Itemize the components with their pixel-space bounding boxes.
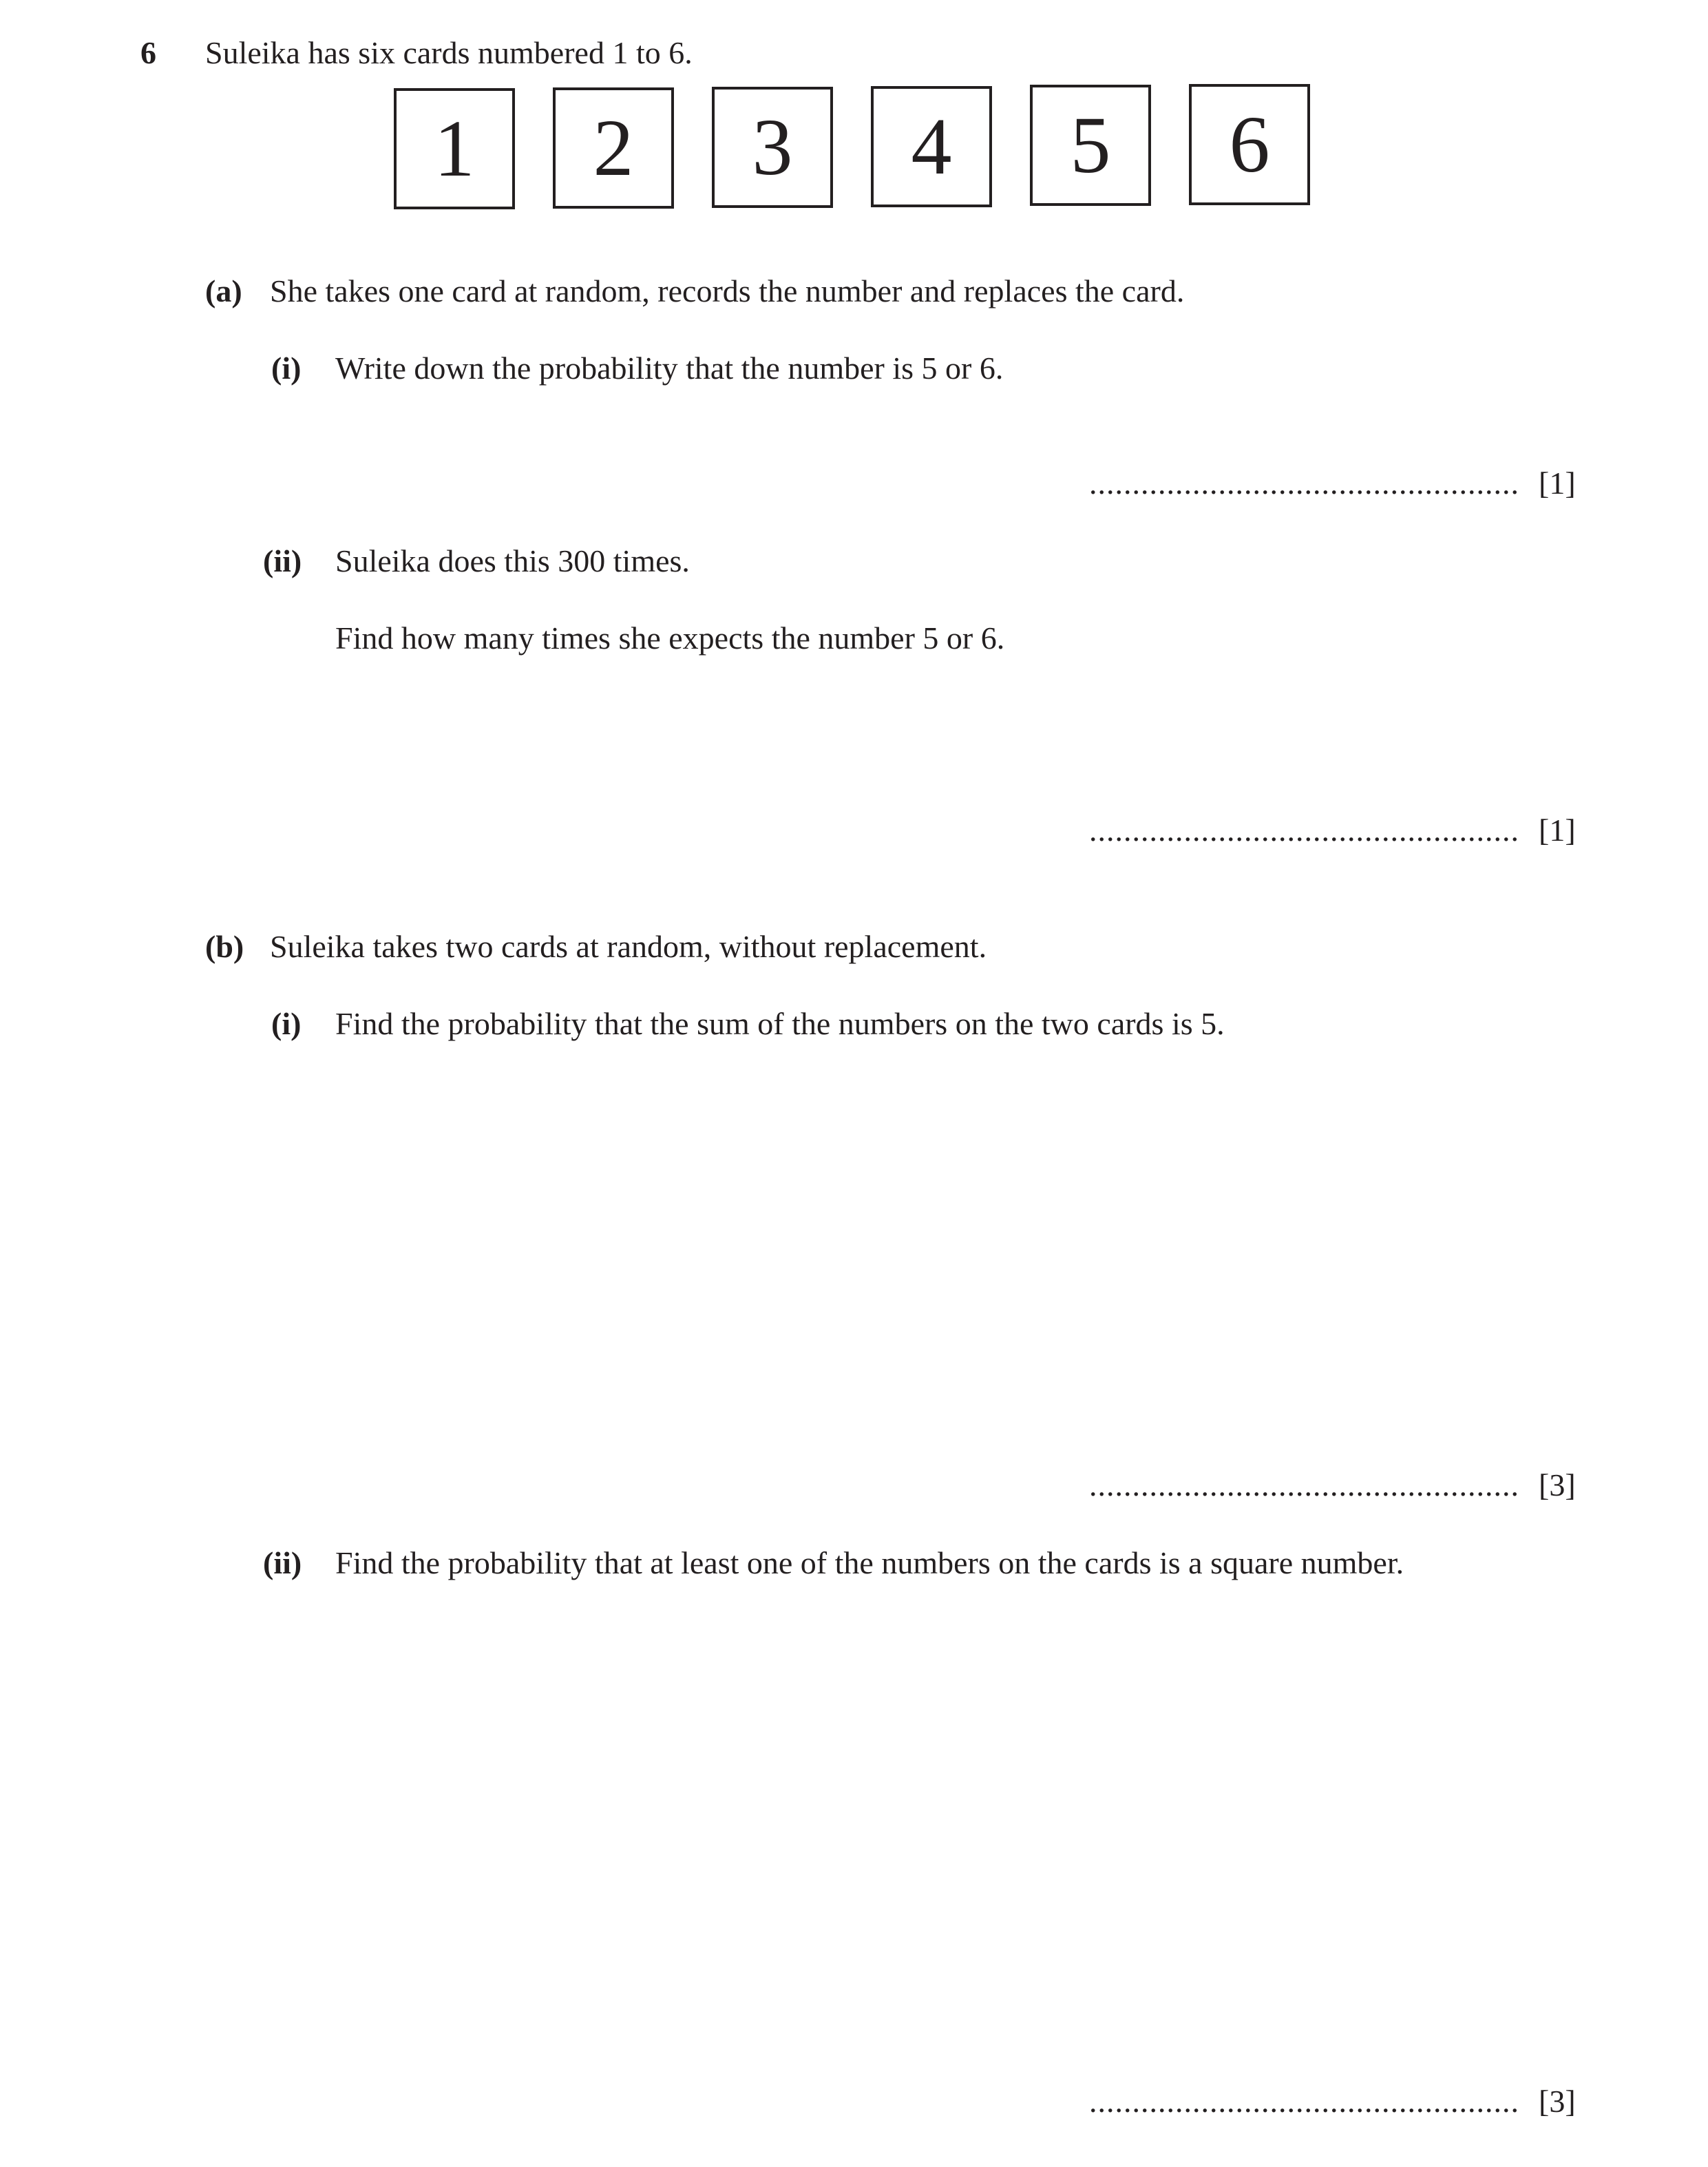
answer-dots: ..................................................	[1089, 1467, 1519, 1503]
part-a-i-text: Write down the probability that the number is 5 or 6.	[335, 350, 1004, 386]
marks-label: [1]	[1539, 465, 1576, 501]
part-a-ii-label: (ii)	[263, 543, 302, 578]
answer-dots: ..................................................	[1089, 465, 1519, 501]
answer-dots: ..................................................	[1089, 2084, 1519, 2119]
card-2: 2	[553, 87, 674, 209]
part-a-i-label: (i)	[271, 350, 302, 386]
part-b-ii-text: Find the probability that at least one of the numbers on the cards is a square number.	[335, 1545, 1404, 1580]
marks-label: [3]	[1539, 1467, 1576, 1503]
part-a-ii-text-2: Find how many times she expects the number 5 or 6.	[335, 620, 1005, 656]
marks-label: [1]	[1539, 813, 1576, 848]
card-1: 1	[394, 88, 515, 209]
question-intro: Suleika has six cards numbered 1 to 6.	[205, 35, 693, 70]
part-b-ii-answer-line	[1089, 2086, 1576, 2117]
part-b-text: Suleika takes two cards at random, without replacement.	[270, 929, 987, 964]
part-b-i-answer-line	[1089, 1469, 1576, 1501]
part-a-text: She takes one card at random, records the number and replaces the card.	[270, 273, 1185, 308]
answer-dots: ..................................................	[1089, 813, 1519, 848]
part-a-ii-text-1: Suleika does this 300 times.	[335, 543, 690, 578]
card-6: 6	[1189, 84, 1310, 205]
part-a-label: (a)	[205, 273, 242, 308]
part-b-label: (b)	[205, 929, 244, 964]
part-b-i-label: (i)	[271, 1006, 302, 1041]
part-a-ii-answer-line	[1089, 815, 1576, 846]
card-4: 4	[871, 86, 992, 207]
part-b-i-text: Find the probability that the sum of the numbers on the two cards is 5.	[335, 1006, 1225, 1041]
marks-label: [3]	[1539, 2084, 1576, 2119]
part-a-i-answer-line	[1089, 465, 1576, 501]
card-3: 3	[712, 87, 833, 208]
card-5: 5	[1030, 85, 1151, 206]
question-number: 6	[140, 35, 156, 70]
part-b-ii-label: (ii)	[263, 1545, 302, 1580]
